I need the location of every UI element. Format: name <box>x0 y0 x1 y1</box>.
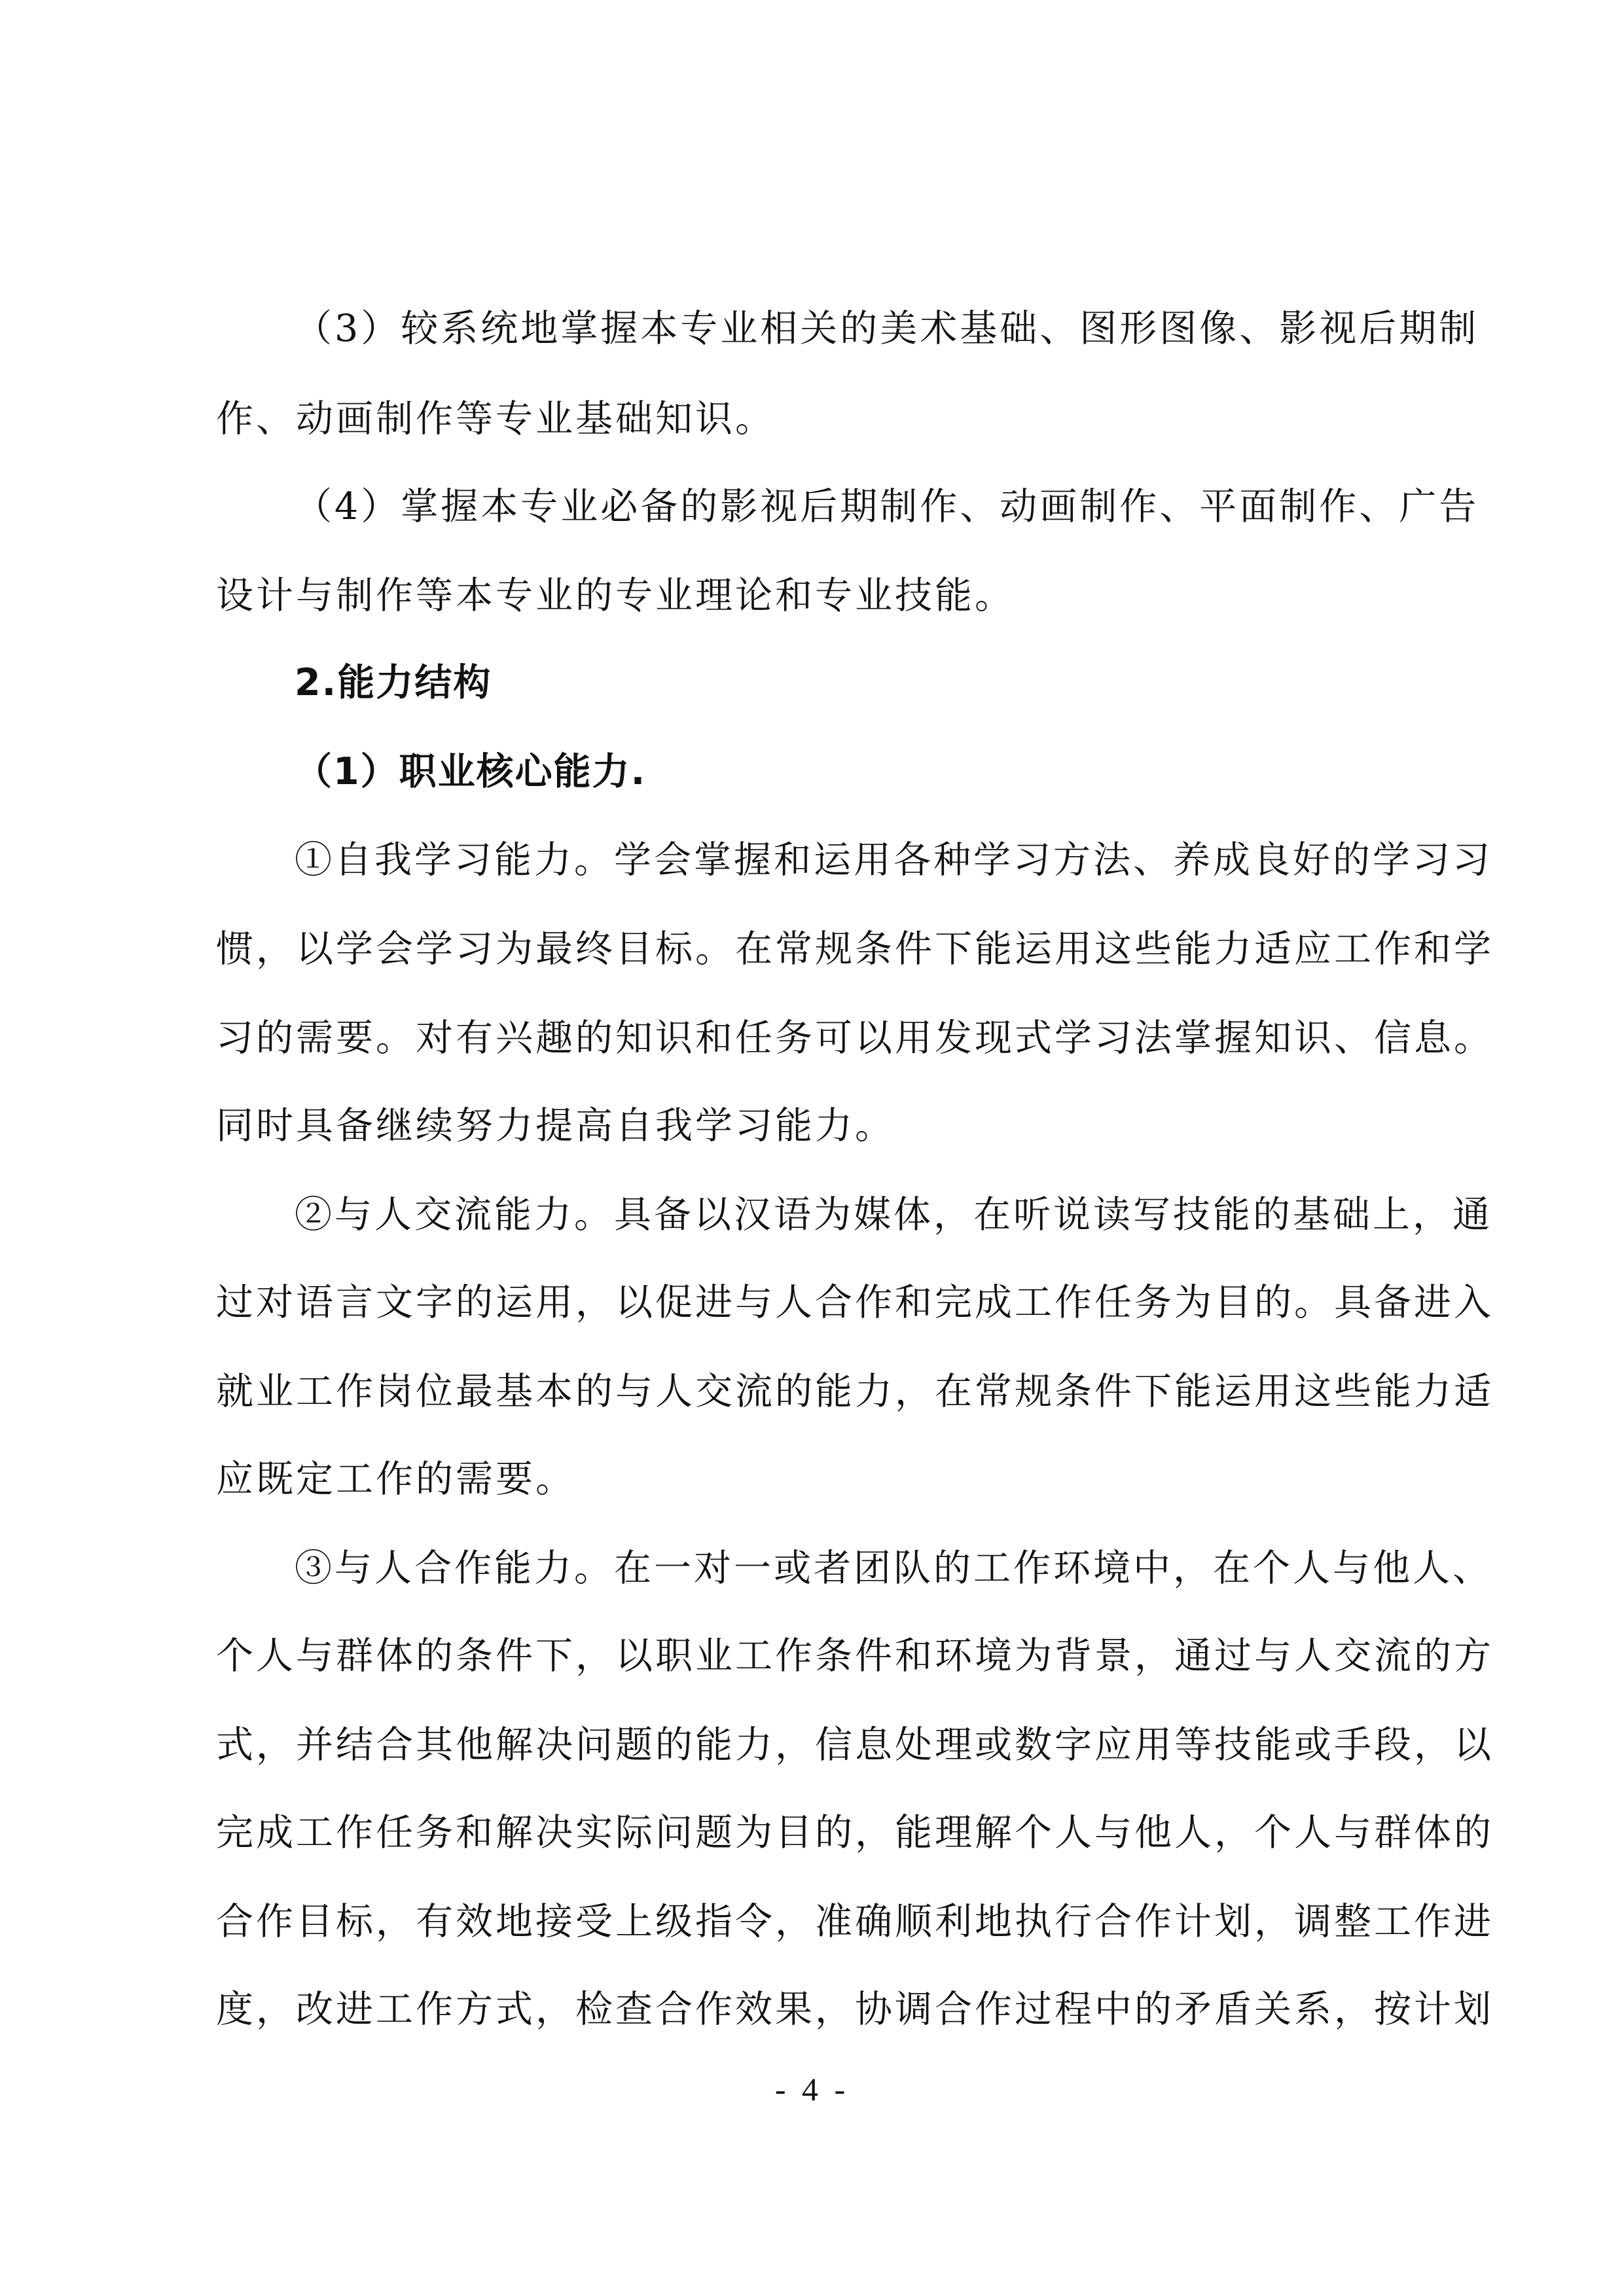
paragraph-line: 个人与群体的条件下，以职业工作条件和环境为背景，通过与人交流的方 <box>216 1634 1494 1677</box>
paragraph-line: 同时具备继续努力提高自我学习能力。 <box>216 1104 895 1147</box>
paragraph-line: ②与人交流能力。具备以汉语为媒体，在听说读写技能的基础上，通 <box>295 1193 1492 1236</box>
paragraph-line: 应既定工作的需要。 <box>216 1458 575 1501</box>
page-number: - 4 - <box>774 2071 850 2108</box>
section-heading: 2.能力结构 <box>295 661 492 704</box>
paragraph-line: 度，改进工作方式，检查合作效果，协调合作过程中的矛盾关系，按计划 <box>216 1988 1494 2031</box>
paragraph-line: 作、动画制作等专业基础知识。 <box>216 397 775 440</box>
paragraph-line: 式，并结合其他解决问题的能力，信息处理或数字应用等技能或手段，以 <box>216 1723 1494 1767</box>
paragraph-line: 设计与制作等本专业的专业理论和专业技能。 <box>216 574 1015 617</box>
paragraph-line: 惯，以学会学习为最终目标。在常规条件下能运用这些能力适应工作和学 <box>216 927 1494 971</box>
subsection-heading: （1）职业核心能力. <box>295 750 647 793</box>
paragraph-line: 过对语言文字的运用，以促进与人合作和完成工作任务为目的。具备进入 <box>216 1281 1494 1324</box>
paragraph-line: 习的需要。对有兴趣的知识和任务可以用发现式学习法掌握知识、信息。 <box>216 1016 1494 1060</box>
paragraph-line: （3）较系统地掌握本专业相关的美术基础、图形图像、影视后期制 <box>295 307 1479 350</box>
paragraph-line: ①自我学习能力。学会掌握和运用各种学习方法、养成良好的学习习 <box>295 838 1492 882</box>
paragraph-line: ③与人合作能力。在一对一或者团队的工作环境中，在个人与他人、 <box>295 1547 1492 1590</box>
paragraph-line: （4）掌握本专业必备的影视后期制作、动画制作、平面制作、广告 <box>295 485 1479 528</box>
paragraph-line: 就业工作岗位最基本的与人交流的能力，在常规条件下能运用这些能力适 <box>216 1370 1494 1413</box>
paragraph-line: 完成工作任务和解决实际问题为目的，能理解个人与他人，个人与群体的 <box>216 1811 1494 1854</box>
paragraph-line: 合作目标，有效地接受上级指令，准确顺利地执行合作计划，调整工作进 <box>216 1900 1494 1943</box>
